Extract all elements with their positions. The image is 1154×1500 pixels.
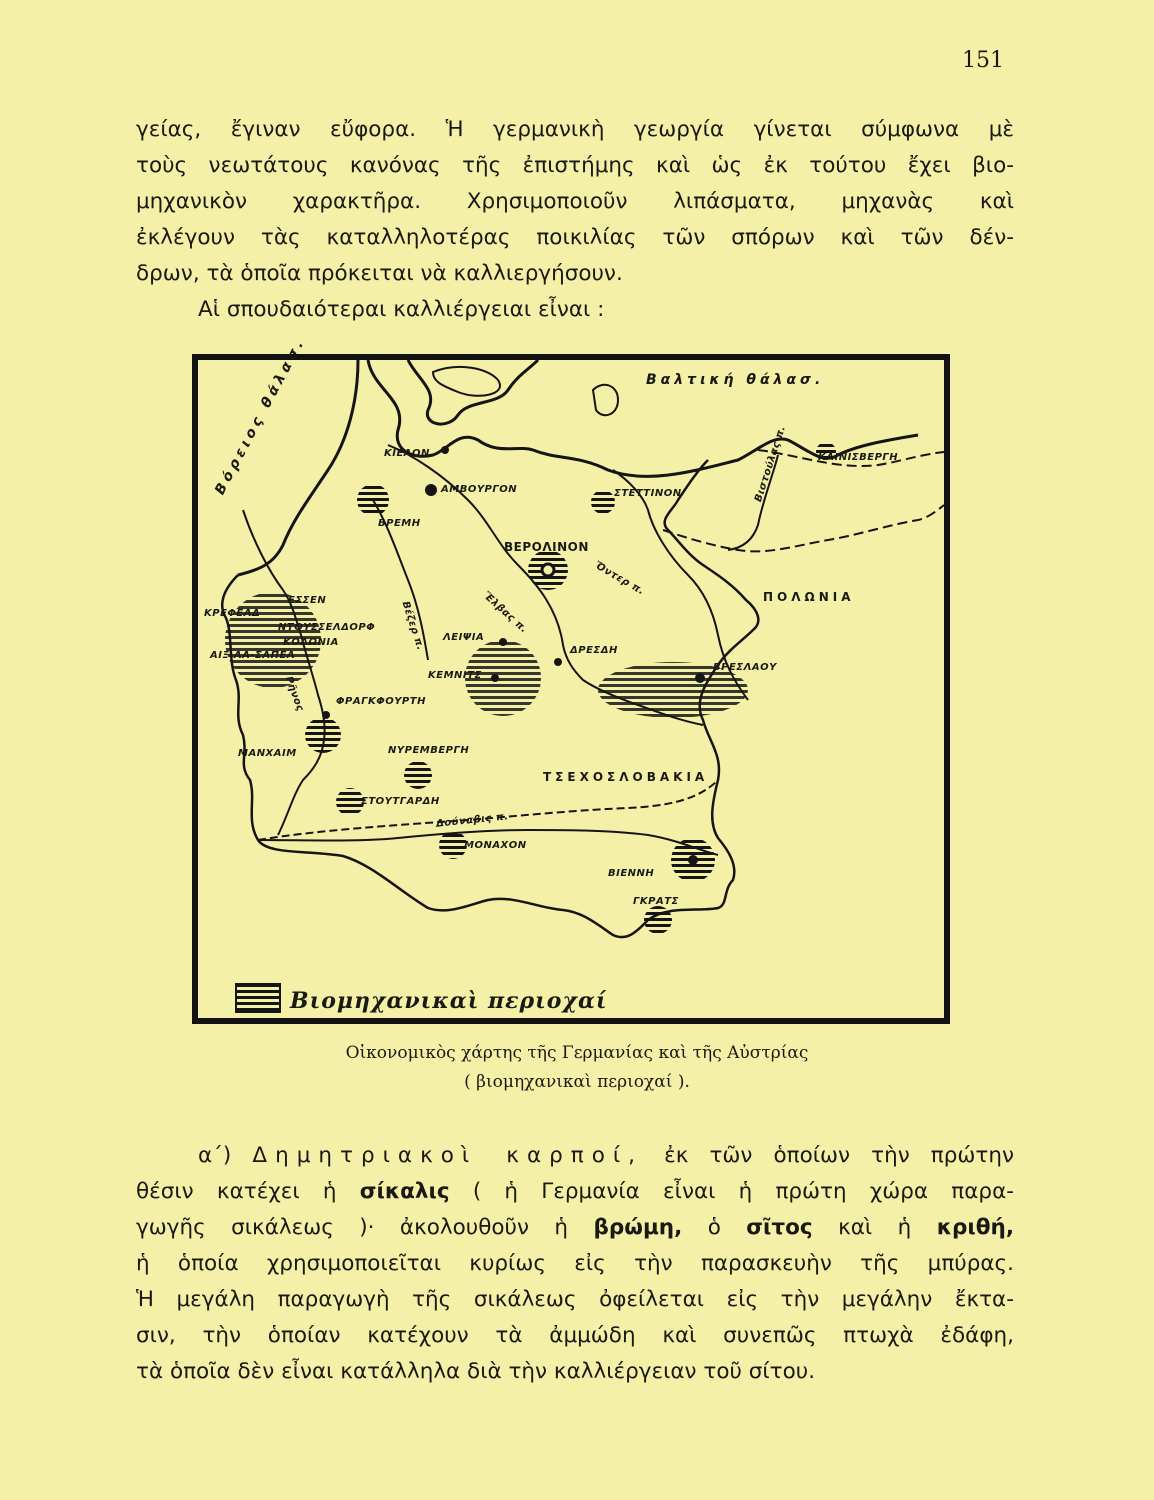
map-label-bremen: ΒΡΕΜΗ [378,518,421,529]
city-dot-berlin [542,564,554,576]
industrial-region-munich [439,831,467,859]
industrial-region-graz [644,906,672,934]
legend-swatch [236,984,280,1012]
bold-term: κριθή, [936,1215,1014,1240]
map-legend: Βιομηχανικαὶ περιοχαί [290,988,608,1014]
map-label-rhine: Ρῆνος [282,675,306,714]
city-dot-dresden [554,658,562,666]
text-segment: καὶ ἡ [812,1215,937,1240]
industrial-region-stettin [591,490,615,514]
bold-term: σῖτος [746,1215,813,1240]
map-label-leipzig: ΛΕΙΨΙΑ [443,632,485,643]
map-label-krefeld: ΚΡΕΦΕΛΔ [204,608,261,619]
intro-text: Αἱ σπουδαιότεραι καλλιέργειαι εἶναι : [198,297,605,322]
text-segment: ὁ [682,1215,747,1240]
map-label-north-sea: Βόρειος θάλασ. [212,334,309,498]
industrial-region-frankfurt [305,717,341,753]
map-label-dresden: ΔΡΕΣΔΗ [570,645,618,656]
page-number: 151 [962,48,1004,73]
map-caption-subtitle: ( βιομηχανικαὶ περιοχαί ). [464,1072,690,1092]
text-line: μηχανικὸν χαρακτῆρα. Χρησιμοποιοῦν λιπάσματα, μηχανὰς καὶ [136,189,1014,214]
map-label-graz: ΓΚΡΑΤΣ [633,896,679,907]
map-label-baltic: Βαλτική θάλασ. [646,372,825,388]
map-label-hamburg: ΑΜΒΟΥΡΓΟΝ [441,484,518,495]
map-label-dusseldorf: ΝΤΟΥΣΣΕΛΔΟΡΦ [278,622,376,633]
list-marker: α΄) [198,1143,253,1168]
map-label-breslau: ΒΡΕΣΛΑΟΥ [713,662,777,673]
island-outline [593,385,618,415]
city-dot-vienna [688,855,698,865]
map-label-munich: ΜΟΝΑΧΟΝ [464,840,527,851]
map-label-aachen: ΑΙΞ-ΛΑ-ΣΑΠΕΛ [210,650,296,661]
text-line [136,1210,1014,1246]
map-label-stettin: ΣΤΕΤΤΙΝΟΝ [614,488,682,499]
text-line: σιν, τὴν ὁποίαν κατέχουν τὰ ἀμμώδη καὶ συνεπῶς πτωχὰ ἐδάφη, [136,1323,1014,1348]
map-caption-title: Οἰκονομικὸς χάρτης τῆς Γερμανίας καὶ τῆς Αὐστρίας [345,1043,809,1063]
city-dot-leipzig [499,638,507,646]
map-label-mannheim: ΜΑΝΧΑΙΜ [238,748,297,759]
city-dot-hamburg [425,484,437,496]
city-dot-frankfurt [322,711,330,719]
map-label-kiel: ΚΙΕΛΟΝ [384,448,430,459]
bold-term: σίκαλις [359,1179,450,1204]
map-label-berlin: ΒΕΡΟΛΙΝΟΝ [504,540,589,554]
top-paragraph [136,112,1014,292]
text-line: τὰ ὁποῖα δὲν εἶναι κατάλληλα διὰ τὴν καλλιέργειαν τοῦ σίτου. [136,1359,816,1384]
map-label-frankfurt: ΦΡΑΓΚΦΟΥΡΤΗ [336,696,426,707]
text-line: δρων, τὰ ὁποῖα πρόκειται νὰ καλλιεργήσουν. [136,261,623,286]
map-label-czechoslovakia: ΤΣΕΧΟΣΛΟΒΑΚΙΑ [543,770,709,784]
economic-map [192,334,950,1024]
intro-line [136,292,1014,328]
spaced-heading: Δημητριακοὶ καρποί, [252,1143,643,1168]
map-label-poland: ΠΟΛΩΝΙΑ [763,590,855,604]
city-dot-breslau [695,673,705,683]
map-label-elbe: Ἔλβας π. [480,590,530,636]
industrial-region-hamburg [357,484,389,516]
city-dot-chemnitz [491,674,499,682]
text-segment: ( ἡ Γερμανία εἶναι ἡ πρώτη χώρα παρα- [449,1179,1015,1204]
text-line: τοὺς νεωτάτους κανόνας τῆς ἐπιστήμης καὶ ὡς ἐκ τούτου ἔχει βιο- [136,153,1014,178]
text-line: Ἡ μεγάλη παραγωγὴ τῆς σικάλεως ὀφείλεται εἰς τὴν μεγάλην ἔκτα- [136,1287,1014,1312]
text-line [136,1174,1014,1210]
bold-term: βρώμη, [593,1215,683,1240]
city-dot-kiel [441,446,449,454]
text-line: ἡ ὁποία χρησιμοποιεῖται κυρίως εἰς τὴν παρασκευὴν τῆς μπύρας. [136,1251,1014,1276]
map-label-danube: Δούναβις π. [435,811,510,830]
danish-coast [408,360,538,424]
map-label-nuremberg: ΝΥΡΕΜΒΕΡΓΗ [388,745,470,756]
industrial-region-nuremberg [404,761,432,789]
text-line [136,1138,1014,1174]
map-label-essen: ΕΣΣΕΝ [288,595,327,606]
industrial-region-stuttgart [336,788,364,816]
map-label-cologne: ΚΟΛΩΝΙΑ [283,637,339,648]
map-label-stuttgart: ΣΤΟΥΤΓΑΡΔΗ [361,796,440,807]
text-segment: ἐκ τῶν ὁποίων τὴν πρώτην [642,1143,1014,1168]
map-label-vistula: Βιστούλας π. [753,424,789,504]
map-label-vienna: ΒΙΕΝΝΗ [608,868,655,879]
text-segment: θέσιν κατέχει ἡ [136,1179,360,1204]
map-label-oder: Ὄντερ π. [592,560,647,598]
map-label-chemnitz: ΚΕΜΝΙΤΣ [428,670,482,681]
bottom-paragraph [136,1138,1014,1390]
island-outline [433,367,500,396]
map-label-weser: Βέζερ π. [399,600,426,652]
text-line: ἐκλέγουν τὰς καταλληλοτέρας ποικιλίας τῶν σπόρων καὶ τῶν δέν- [136,225,1014,250]
poland-border [663,505,944,551]
text-line: γείας, ἔγιναν εὔφορα. Ἡ γερμανικὴ γεωργία γίνεται σύμφωνα μὲ [136,117,1014,142]
map-label-konigsberg: ΚΑΙΝΙΣΒΕΡΓΗ [818,452,899,463]
text-segment: γωγῆς σικάλεως )· ἀκολουθοῦν ἡ [136,1215,594,1240]
